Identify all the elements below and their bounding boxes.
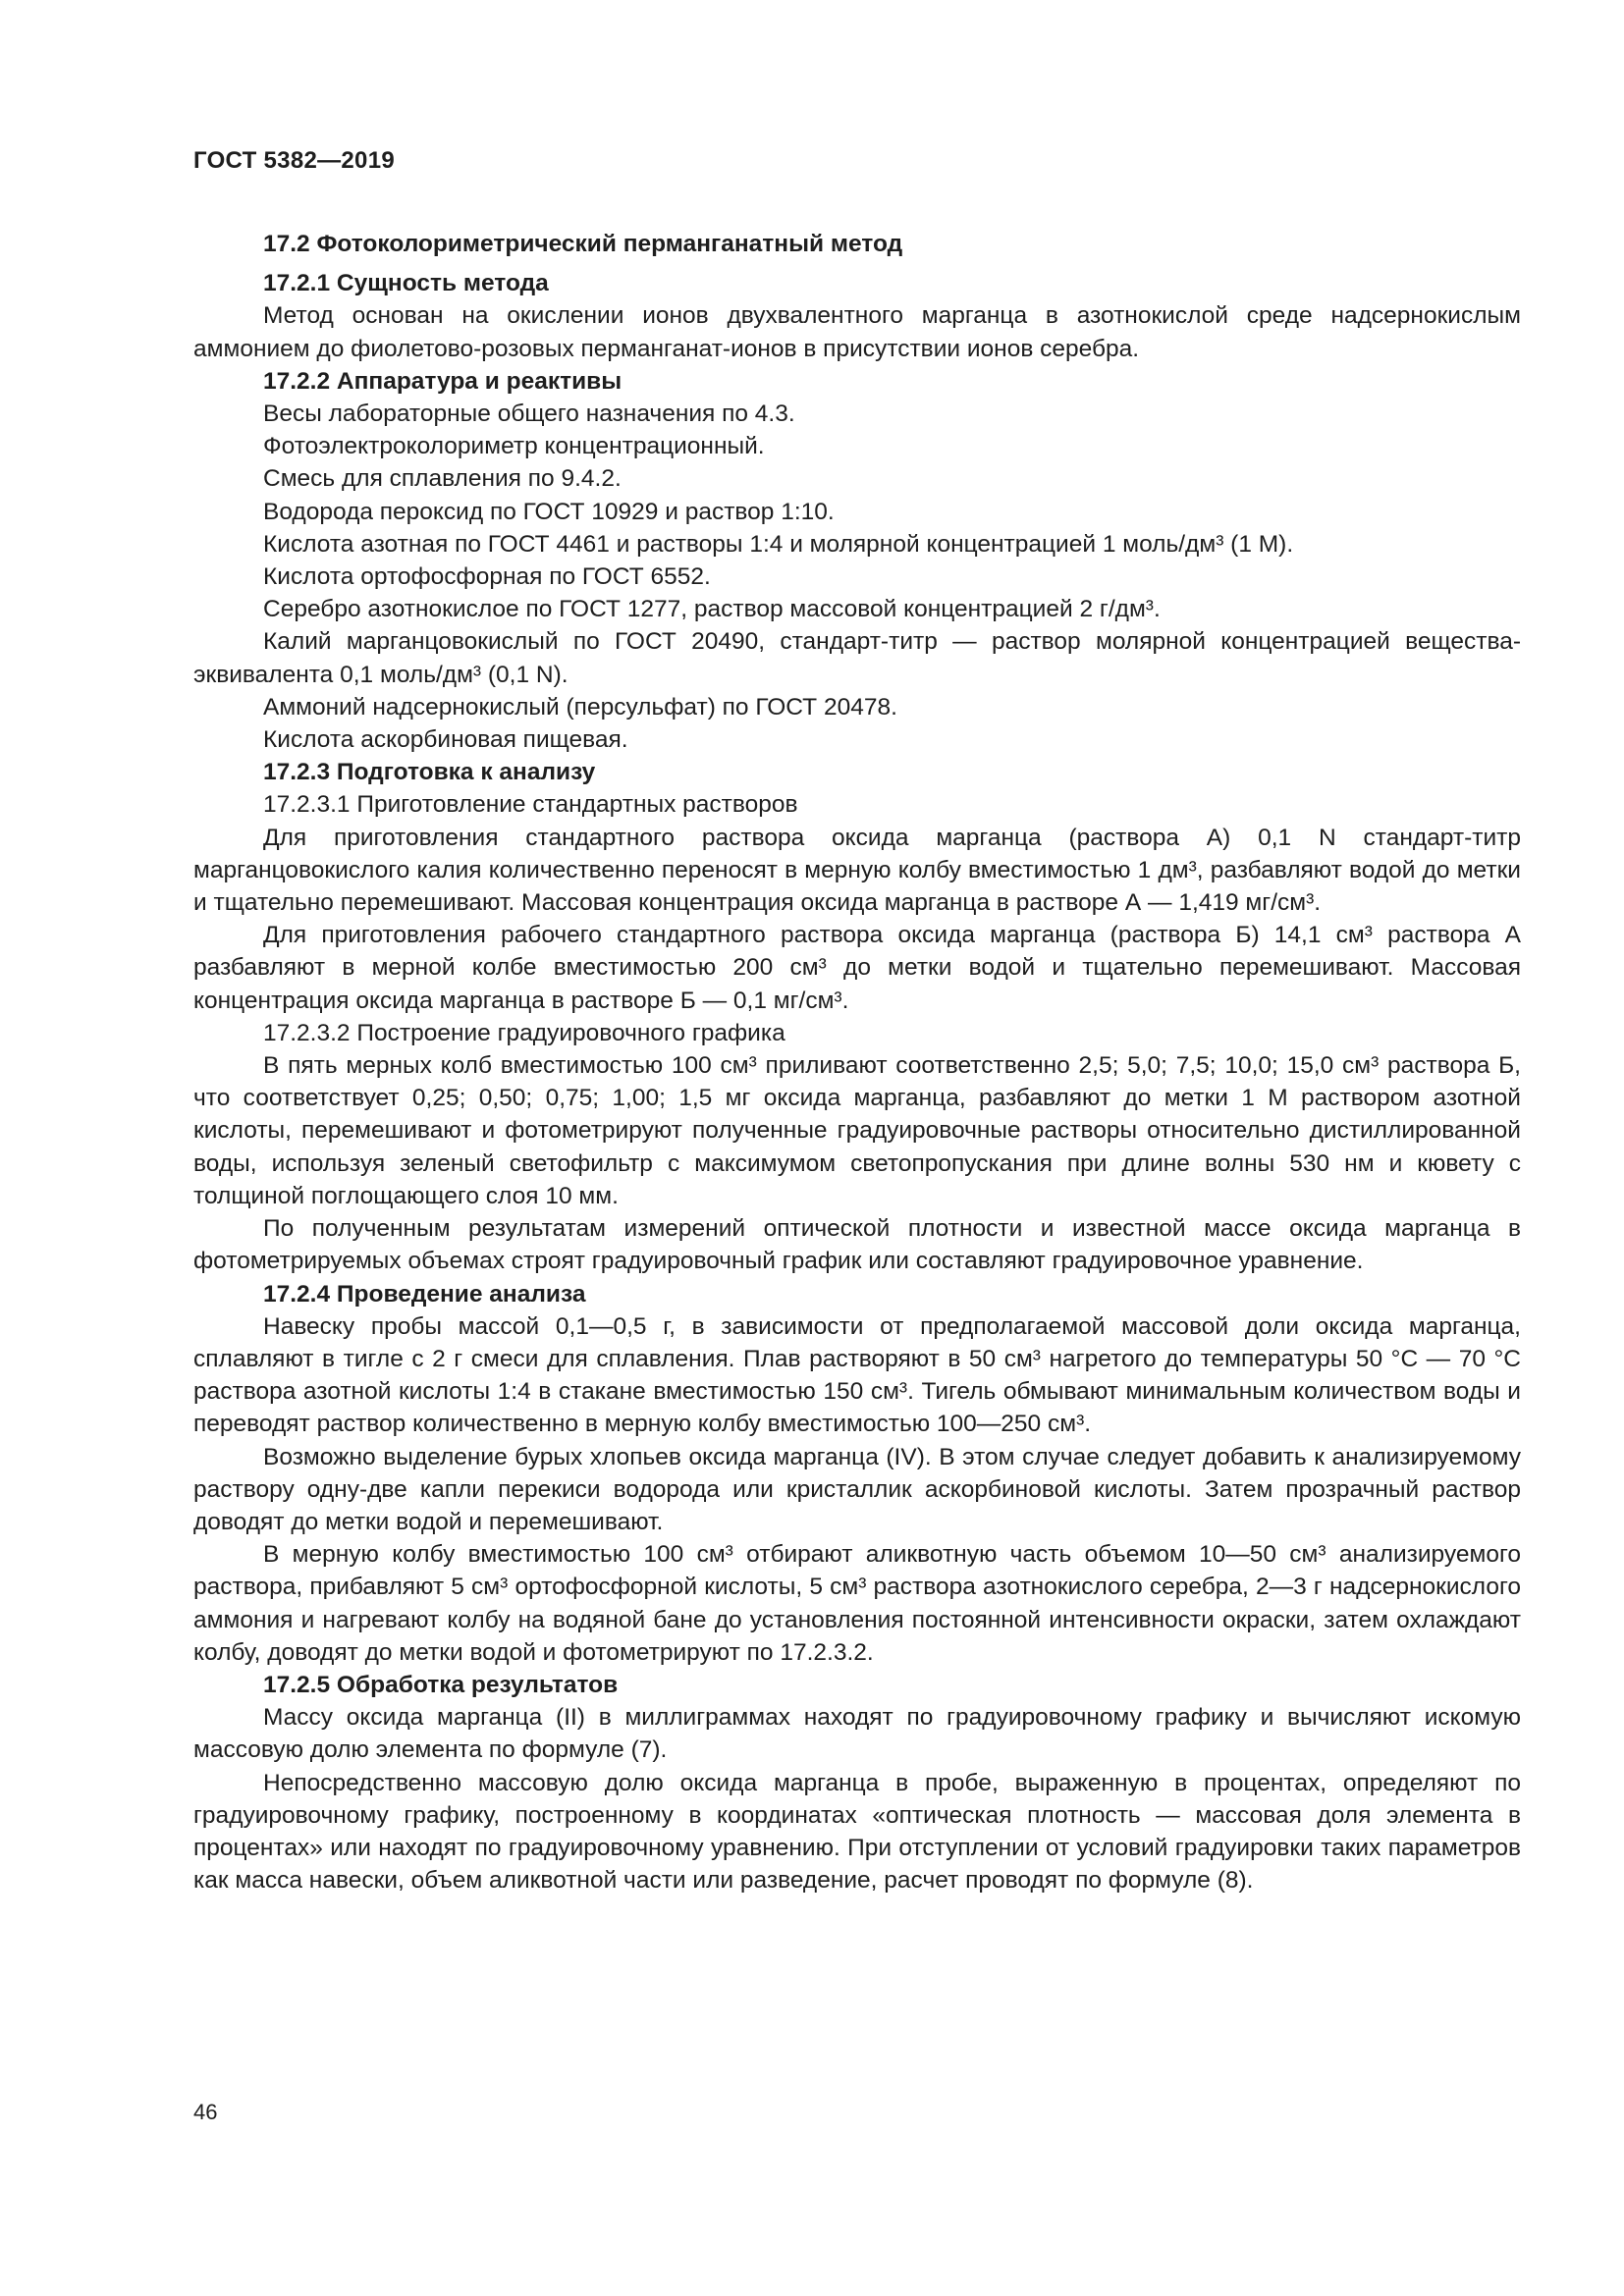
paragraph: В пять мерных колб вместимостью 100 см³ приливают соответственно 2,5; 5,0; 7,5; 10,0; 15,0 см³ раствора Б, что соответствует 0,25; 0,50; 0,75; 1,00; 1,5 мг оксида марганца, разбавляют до метки 1 М раствором азотной кислоты, перемешивают и фотометрируют полученные градуировочные растворы относительно дистиллированной воды, используя зеленый светофильтр с максимумом светопропускания при длине волны 530 нм и кювету с толщиной поглощающего слоя 10 мм.	[193, 1052, 1521, 1209]
paragraph: Метод основан на окислении ионов двухвалентного марганца в азотнокислой среде надсернокислым аммонием до фиолетово-розовых перманганат-ионов в присутствии ионов серебра.	[193, 302, 1521, 362]
paragraph: Массу оксида марганца (II) в миллиграммах находят по градуировочному графику и вычисляют искомую массовую долю элемента по формуле (7).	[193, 1704, 1521, 1764]
document-body	[193, 228, 1521, 1896]
subsubsection-heading: 17.2.3.1 Приготовление стандартных растворов	[263, 791, 798, 819]
paragraph: Кислота азотная по ГОСТ 4461 и растворы 1:4 и молярной концентрацией 1 моль/дм³ (1 М).	[263, 530, 1294, 558]
paragraph: Серебро азотнокислое по ГОСТ 1277, раствор массовой концентрацией 2 г/дм³.	[263, 596, 1161, 623]
paragraph: Возможно выделение бурых хлопьев оксида марганца (IV). В этом случае следует добавить к анализируемому раствору одну-две капли перекиси водорода или кристаллик аскорбиновой кислоты. Затем прозрачный раствор доводят до метки водой и перемешивают.	[193, 1443, 1521, 1535]
subsubsection-heading: 17.2.3.2 Построение градуировочного графика	[263, 1019, 785, 1046]
paragraph: Непосредственно массовую долю оксида марганца в пробе, выраженную в процентах, определяют по градуировочному графику, построенному в координатах «оптическая плотность — массовая доля элемента в процентах» или находят по градуировочному уравнению. При отступлении от условий градуировки таких параметров как масса навески, объем аликвотной части или разведение, расчет проводят по формуле (8).	[193, 1769, 1521, 1895]
paragraph: Весы лабораторные общего назначения по 4.3.	[263, 400, 795, 428]
subsection-heading: 17.2.3 Подготовка к анализу	[263, 759, 596, 786]
paragraph: Кислота ортофосфорная по ГОСТ 6552.	[263, 563, 711, 591]
subsection-heading: 17.2.1 Сущность метода	[263, 270, 549, 297]
paragraph: Фотоэлектроколориметр концентрационный.	[263, 433, 765, 460]
paragraph: Для приготовления рабочего стандартного раствора оксида марганца (раствора Б) 14,1 см³ раствора А разбавляют в мерной колбе вместимостью 200 см³ до метки водой и тщательно перемешивают. Массовая концентрация оксида марганца в растворе Б — 0,1 мг/см³.	[193, 922, 1521, 1014]
paragraph: Водорода пероксид по ГОСТ 10929 и раствор 1:10.	[263, 498, 835, 525]
paragraph: По полученным результатам измерений оптической плотности и известной массе оксида марганца в фотометрируемых объемах строят градуировочный график или составляют градуировочное уравнение.	[193, 1215, 1521, 1275]
paragraph: Кислота аскорбиновая пищевая.	[263, 726, 628, 754]
subsection-heading: 17.2.2 Аппаратура и реактивы	[263, 367, 623, 395]
paragraph: Калий марганцовокислый по ГОСТ 20490, стандарт-титр — раствор молярной концентрацией вещества-эквивалента 0,1 моль/дм³ (0,1 N).	[193, 628, 1521, 688]
page-number: 46	[193, 2100, 218, 2124]
paragraph: Смесь для сплавления по 9.4.2.	[263, 465, 622, 493]
paragraph: Для приготовления стандартного раствора оксида марганца (раствора А) 0,1 N стандарт-титр марганцовокислого калия количественно переносят в мерную колбу вместимостью 1 дм³, разбавляют водой до метки и тщательно перемешивают. Массовая концентрация оксида марганца в растворе А — 1,419 мг/см³.	[193, 824, 1521, 917]
subsection-heading: 17.2.4 Проведение анализа	[263, 1280, 586, 1308]
subsection-heading: 17.2.5 Обработка результатов	[263, 1671, 619, 1698]
document-header: ГОСТ 5382—2019	[193, 147, 396, 174]
paragraph: В мерную колбу вместимостью 100 см³ отбирают аликвотную часть объемом 10—50 см³ анализируемого раствора, прибавляют 5 см³ ортофосфорной кислоты, 5 см³ раствора азотнокислого серебра, 2—3 г надсернокислого аммония и нагревают колбу на водяной бане до установления постоянной интенсивности окраски, затем охлаждают колбу, доводят до метки водой и фотометрируют по 17.2.3.2.	[193, 1541, 1521, 1666]
paragraph: Аммоний надсернокислый (персульфат) по ГОСТ 20478.	[263, 693, 897, 721]
paragraph: Навеску пробы массой 0,1—0,5 г, в зависимости от предполагаемой массовой доли оксида марганца, сплавляют в тигле с 2 г смеси для сплавления. Плав растворяют в 50 см³ нагретого до температуры 50 °С — 70 °С раствора азотной кислоты 1:4 в стакане вместимостью 150 см³. Тигель обмывают минимальным количеством воды и переводят раствор количественно в мерную колбу вместимостью 100—250 см³.	[193, 1312, 1521, 1438]
section-heading: 17.2 Фотоколориметрический перманганатный метод	[263, 231, 903, 257]
